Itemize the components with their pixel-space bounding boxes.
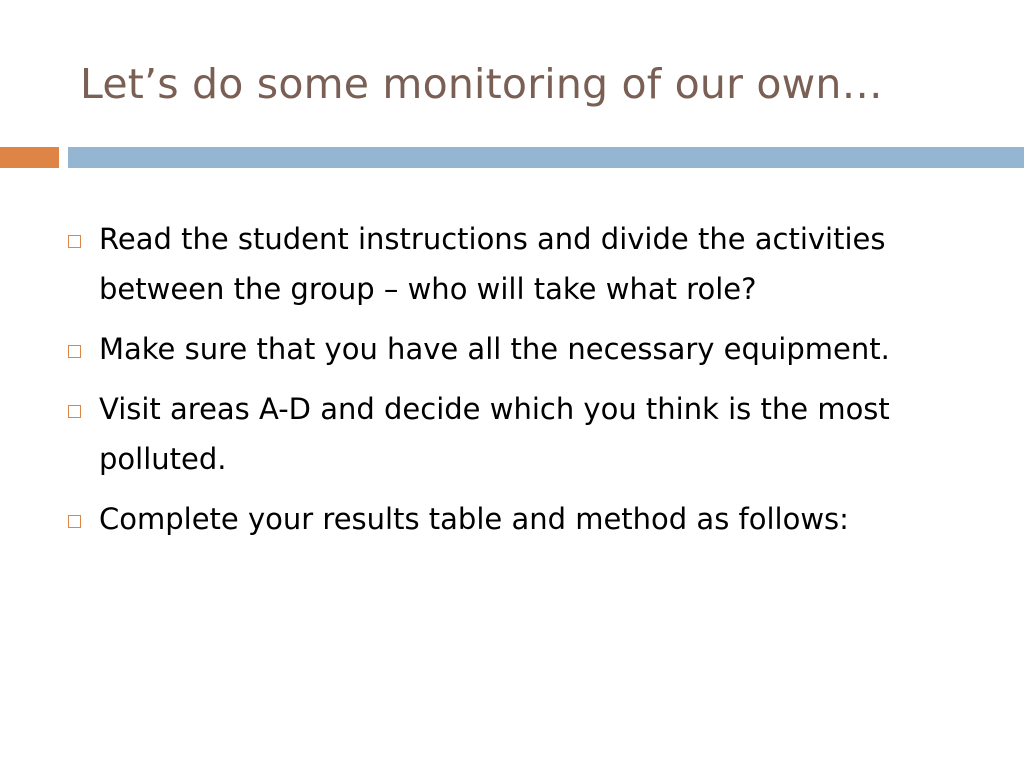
bullet-text: Visit areas A-D and decide which you think is the most polluted. (99, 392, 890, 476)
orange-accent-bar (0, 147, 59, 168)
square-bullet-icon (68, 405, 81, 418)
slide-title: Let’s do some monitoring of our own… (80, 60, 883, 108)
bullet-text: Make sure that you have all the necessary equipment. (99, 332, 890, 366)
bullet-text: Read the student instructions and divide the activities between the group – who will take what role? (99, 222, 886, 306)
bullet-list (64, 214, 974, 554)
bullet-text: Complete your results table and method as follows: (99, 502, 849, 536)
square-bullet-icon (68, 515, 81, 528)
bullet-item (64, 494, 974, 544)
bullet-item (64, 214, 974, 314)
square-bullet-icon (68, 345, 81, 358)
square-bullet-icon (68, 235, 81, 248)
blue-divider-bar (68, 147, 1024, 168)
bullet-item (64, 324, 974, 374)
bullet-item (64, 384, 974, 484)
